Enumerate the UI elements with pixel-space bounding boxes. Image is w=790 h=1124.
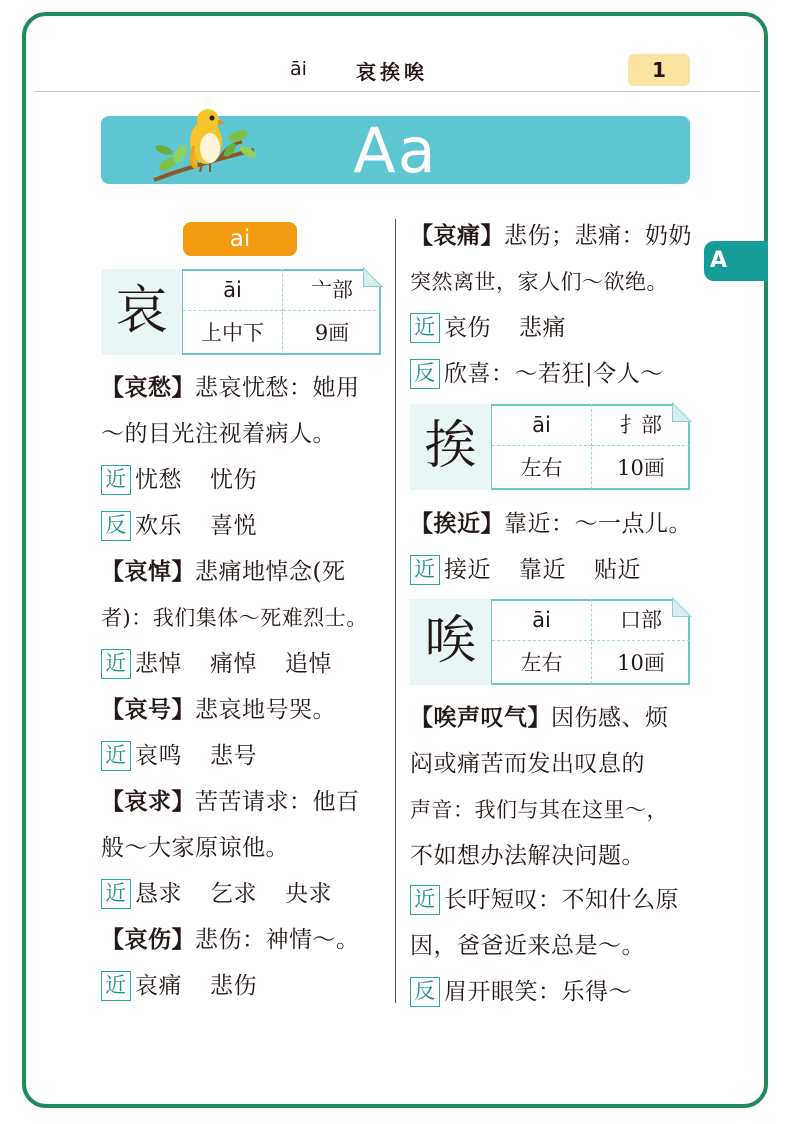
entry-definition: 悲哀忧愁：她用: [195, 375, 360, 401]
synonym-tag: 近: [101, 741, 131, 771]
card-strokes: 10画: [617, 456, 665, 480]
entry-definition: 突然离世，家人们～欲绝。: [410, 270, 668, 294]
header-pinyin: āi: [290, 58, 307, 80]
synonym-word: 悲悼: [135, 651, 182, 677]
synonym-word: 恳求: [135, 881, 182, 907]
character-card: [101, 269, 381, 355]
entry-term: 【唉声叹气】: [410, 705, 551, 731]
card-structure: 上中下: [183, 312, 283, 354]
entry-definition: 悲伤；悲痛：奶奶: [504, 223, 692, 249]
entry-line: [101, 373, 360, 403]
synonym-word: 靠近: [519, 557, 566, 583]
entry-definition: 悲哀地号哭。: [195, 697, 336, 723]
card-pinyin: āi: [492, 404, 592, 446]
synonym-word: 忧伤: [210, 467, 257, 493]
synonym-tag: 近: [101, 465, 131, 495]
entry-line: [410, 841, 645, 871]
synonym-word: 哀痛: [135, 973, 182, 999]
entry-term: 【哀求】: [101, 789, 195, 815]
synonym-word: 乞求: [210, 881, 257, 907]
synonym-line: [410, 555, 641, 585]
entry-definition: 因伤感、烦: [551, 705, 669, 731]
bird-on-branch-icon: [150, 106, 260, 188]
synonym-word: 追悼: [285, 651, 332, 677]
entry-term: 【哀号】: [101, 697, 195, 723]
entry-line: [101, 925, 360, 955]
card-radical: 口部: [592, 599, 690, 641]
card-character: 挨: [410, 404, 492, 490]
header-characters: 哀挨唉: [356, 60, 428, 84]
header-divider: [34, 91, 760, 92]
synonym-word: 悲伤: [210, 973, 257, 999]
antonym-line: [410, 359, 664, 389]
entry-definition: 声音：我们与其在这里～，: [410, 798, 668, 822]
antonym-line: [410, 977, 632, 1007]
synonym-word: 忧愁: [135, 467, 182, 493]
card-character: 唉: [410, 599, 492, 685]
entry-definition: 靠近：～一点儿。: [504, 511, 692, 537]
folded-corner-icon: [672, 597, 692, 617]
section-tab-a[interactable]: A: [704, 241, 768, 281]
entry-line: [101, 695, 336, 725]
antonym-line: [101, 511, 257, 541]
entry-term: 【哀伤】: [101, 927, 195, 953]
card-character: 哀: [101, 269, 183, 355]
card-strokes: 9画: [314, 321, 350, 345]
entry-line: [410, 703, 669, 733]
synonym-line: [101, 465, 257, 495]
synonym-word: 贴近: [594, 557, 641, 583]
antonym-tag: 反: [410, 977, 440, 1007]
antonym-word: 欢乐: [135, 513, 182, 539]
entry-definition: 悲痛地悼念(死: [195, 559, 346, 585]
page-number: 1: [628, 54, 690, 86]
synonym-word: 央求: [285, 881, 332, 907]
entry-line: [101, 833, 289, 863]
synonym-line: [410, 885, 679, 915]
synonym-line: [101, 741, 257, 771]
synonym-tag: 近: [101, 649, 131, 679]
antonym-tag: 反: [101, 511, 131, 541]
column-divider: [395, 219, 396, 1003]
folded-corner-icon: [363, 267, 383, 287]
card-structure: 左右: [492, 642, 592, 684]
entry-term: 【挨近】: [410, 511, 504, 537]
card-structure: 左右: [492, 447, 592, 489]
synonym-line: [410, 313, 566, 343]
entry-definition: 般～大家原谅他。: [101, 835, 289, 861]
synonym-line: [101, 879, 332, 909]
synonym-tag: 近: [410, 555, 440, 585]
entry-definition: 不如想办法解决问题。: [410, 843, 645, 869]
entry-term: 【哀愁】: [101, 375, 195, 401]
character-card: [410, 599, 690, 685]
entry-term: 【哀悼】: [101, 559, 195, 585]
entry-line: [410, 749, 645, 779]
entry-line: [101, 419, 336, 449]
entry-line: [410, 931, 645, 961]
entry-line: [410, 795, 668, 825]
synonym-word: 悲号: [210, 743, 257, 769]
card-strokes: 10画: [617, 651, 665, 675]
synonym-word: 痛悼: [210, 651, 257, 677]
synonym-word: 悲痛: [519, 315, 566, 341]
entry-definition: 悲伤：神情～。: [195, 927, 360, 953]
folded-corner-icon: [672, 402, 692, 422]
synonym-word: 哀伤: [444, 315, 491, 341]
character-card: [410, 404, 690, 490]
synonym-example: 因，爸爸近来总是～。: [410, 933, 645, 959]
banner-title: Aa: [353, 114, 438, 187]
synonym-tag: 近: [101, 971, 131, 1001]
card-pinyin: āi: [492, 599, 592, 641]
synonym-line: [101, 971, 257, 1001]
entry-definition: 闷或痛苦而发出叹息的: [410, 751, 645, 777]
entry-definition: 苦苦请求：他百: [195, 789, 360, 815]
entry-line: [101, 787, 360, 817]
antonym-tag: 反: [410, 359, 440, 389]
entry-line: [410, 509, 692, 539]
antonym-word: 眉开眼笑：乐得～: [444, 979, 632, 1005]
card-radical: 亠部: [283, 269, 381, 311]
entry-line: [101, 603, 368, 633]
syllable-badge: ai: [183, 222, 297, 256]
card-radical: 扌部: [592, 404, 690, 446]
entry-line: [410, 221, 692, 251]
synonym-word: 长吁短叹：不知什么原: [444, 887, 679, 913]
antonym-word: 欣喜：～若狂|令人～: [444, 361, 664, 387]
synonym-tag: 近: [410, 885, 440, 915]
entry-definition: 者)：我们集体～死难烈士。: [101, 606, 368, 630]
synonym-tag: 近: [101, 879, 131, 909]
synonym-word: 接近: [444, 557, 491, 583]
synonym-word: 哀鸣: [135, 743, 182, 769]
entry-term: 【哀痛】: [410, 223, 504, 249]
antonym-word: 喜悦: [210, 513, 257, 539]
entry-line: [101, 557, 345, 587]
synonym-tag: 近: [410, 313, 440, 343]
entry-definition: ～的目光注视着病人。: [101, 421, 336, 447]
entry-line: [410, 267, 668, 297]
synonym-line: [101, 649, 332, 679]
card-pinyin: āi: [183, 269, 283, 311]
